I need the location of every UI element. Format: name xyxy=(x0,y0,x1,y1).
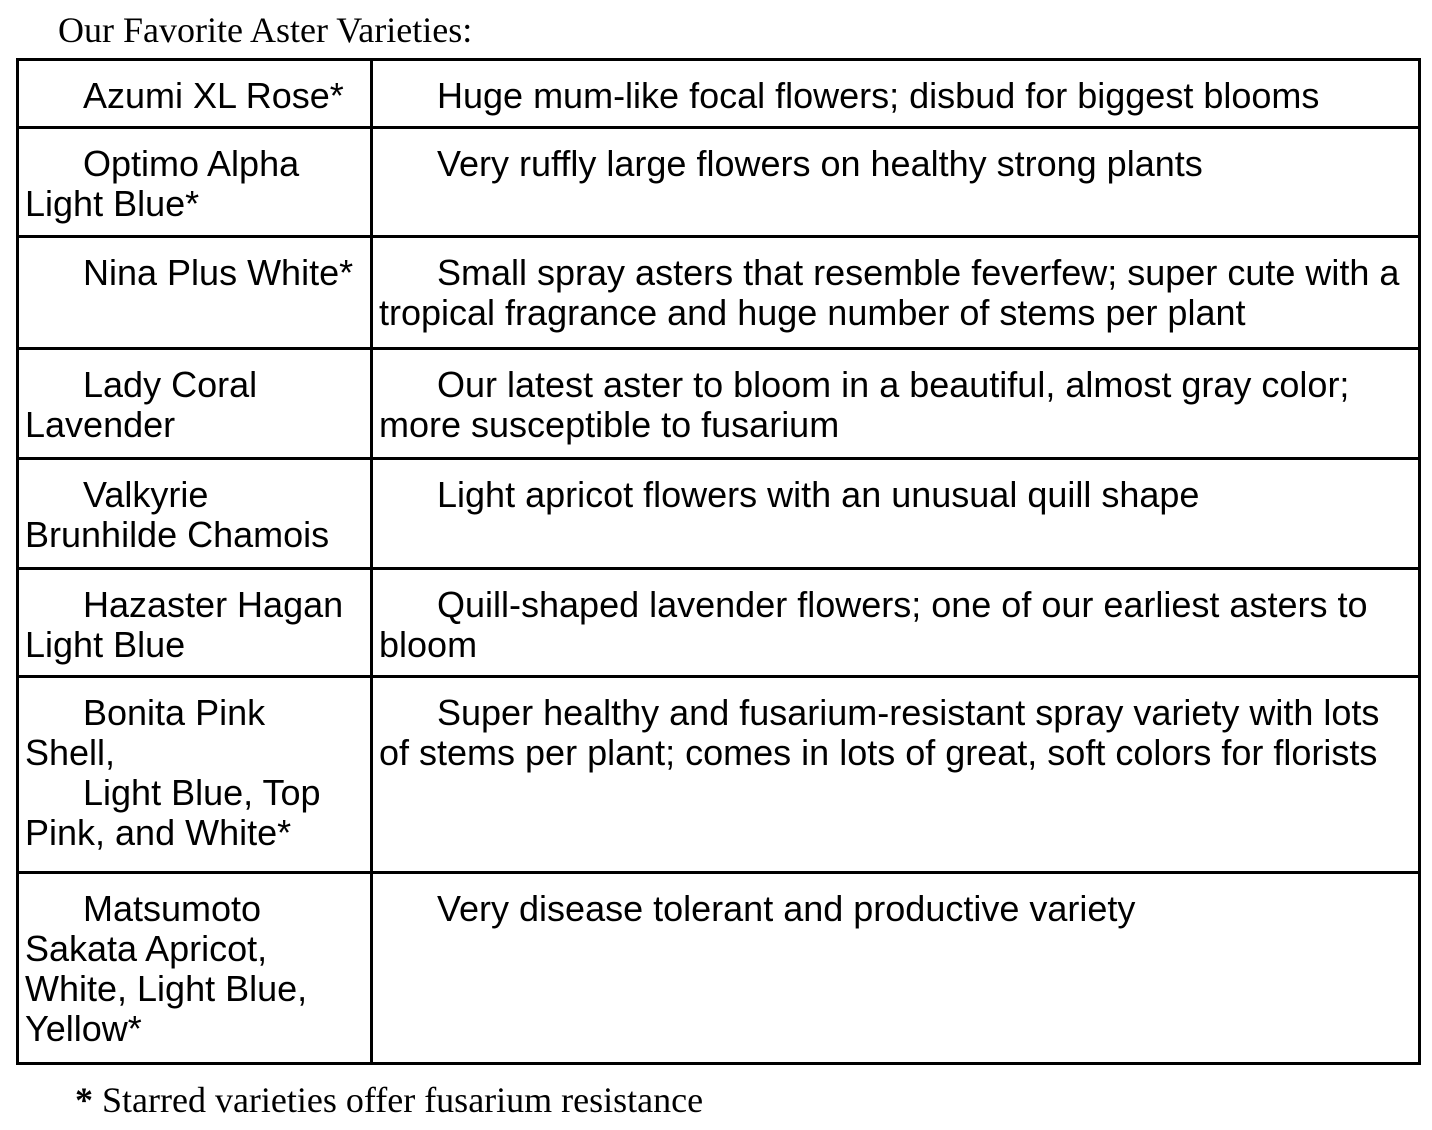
description-cell xyxy=(372,237,1420,349)
footnote xyxy=(75,1079,1432,1121)
variety-name: Valkyrie Brunhilde Chamois xyxy=(25,474,330,555)
variety-cell xyxy=(18,128,372,237)
description-cell xyxy=(372,60,1420,128)
variety-description: Huge mum-like focal flowers; disbud for biggest blooms xyxy=(437,75,1320,116)
variety-name: Optimo Alpha Light Blue* xyxy=(25,143,300,224)
table-row xyxy=(18,349,1420,459)
variety-description: Light apricot flowers with an unusual quill shape xyxy=(437,474,1200,515)
description-cell xyxy=(372,677,1420,873)
table-row xyxy=(18,569,1420,677)
variety-name: Bonita Pink Shell, xyxy=(25,692,266,773)
variety-description: Very disease tolerant and productive variety xyxy=(437,888,1136,929)
variety-cell xyxy=(18,459,372,569)
table-row xyxy=(18,237,1420,349)
description-cell xyxy=(372,569,1420,677)
description-cell xyxy=(372,459,1420,569)
description-cell xyxy=(372,873,1420,1064)
variety-description: Super healthy and fusarium-resistant spray variety with lots of stems per plant; comes in lots of great, soft colors for florists xyxy=(379,692,1380,773)
variety-cell xyxy=(18,349,372,459)
variety-description: Quill-shaped lavender flowers; one of our earliest asters to bloom xyxy=(379,584,1368,665)
variety-description: Our latest aster to bloom in a beautiful, almost gray color; more susceptible to fusarium xyxy=(379,364,1350,445)
table-row xyxy=(18,873,1420,1064)
variety-cell xyxy=(18,677,372,873)
table-row xyxy=(18,677,1420,873)
variety-name: Hazaster Hagan Light Blue xyxy=(25,584,344,665)
description-cell xyxy=(372,128,1420,237)
variety-name: Matsumoto Sakata Apricot, White, Light Blue, Yellow* xyxy=(25,888,308,1049)
table-row xyxy=(18,459,1420,569)
footnote-text: Starred varieties offer fusarium resistance xyxy=(102,1080,704,1120)
variety-name: Nina Plus White* xyxy=(83,252,354,293)
table-body xyxy=(18,60,1420,1064)
variety-cell xyxy=(18,237,372,349)
footnote-marker: * xyxy=(75,1080,93,1120)
description-cell xyxy=(372,349,1420,459)
page-title: Our Favorite Aster Varieties: xyxy=(58,10,473,50)
aster-varieties-table xyxy=(16,58,1421,1065)
variety-description: Small spray asters that resemble feverfew; super cute with a tropical fragrance and huge number of stems per plant xyxy=(379,252,1400,333)
variety-cell xyxy=(18,873,372,1064)
variety-name: Azumi XL Rose* xyxy=(83,75,344,116)
table-row xyxy=(18,128,1420,237)
variety-name: Lady Coral Lavender xyxy=(25,364,258,445)
variety-name: Light Blue, Top Pink, and White* xyxy=(25,772,321,853)
variety-cell xyxy=(18,60,372,128)
variety-cell xyxy=(18,569,372,677)
table-row xyxy=(18,60,1420,128)
variety-description: Very ruffly large flowers on healthy strong plants xyxy=(437,143,1203,184)
